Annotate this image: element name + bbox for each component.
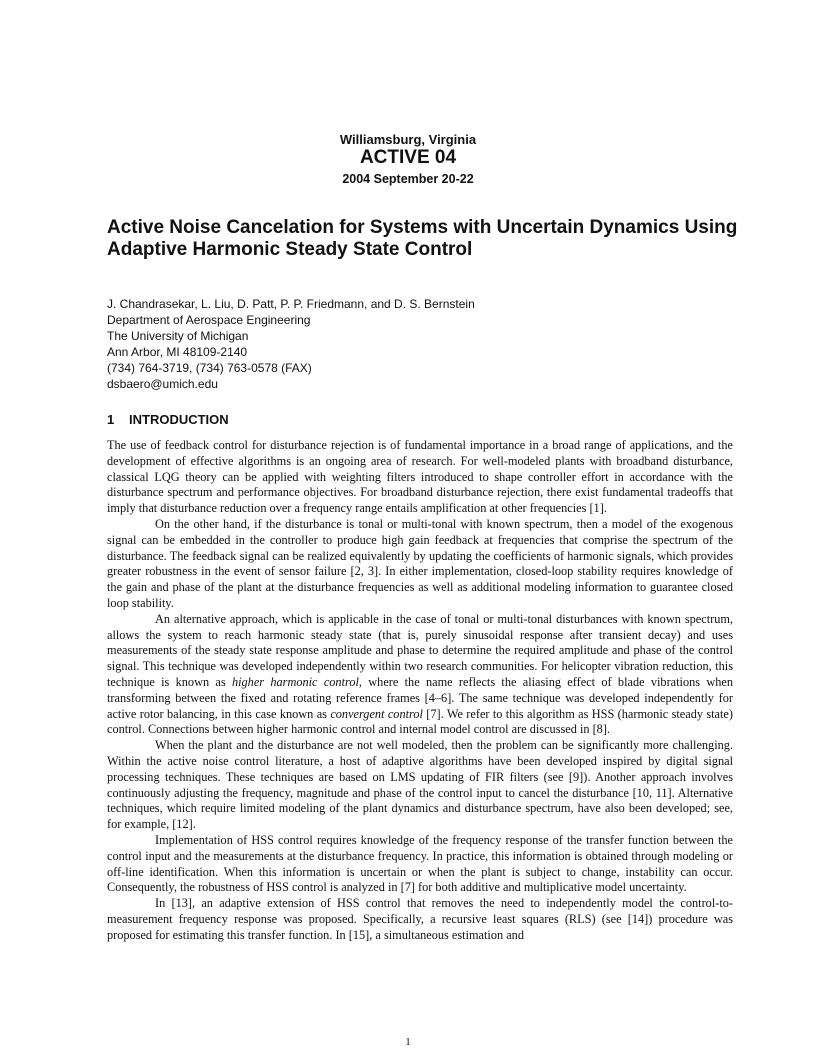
author-department: Department of Aerospace Engineering	[107, 313, 311, 327]
author-names: J. Chandrasekar, L. Liu, D. Patt, P. P. Friedmann, and D. S. Bernstein	[107, 297, 475, 311]
paragraph: Implementation of HSS control requires knowledge of the frequency response of the transfer function between the control input and the measurements at the disturbance frequency. In practice, this information is obtained through modeling or off-line identification. When this information is uncertain or when the plant is subject to change, instability can occur. Consequently, the robustness of HSS control is analyzed in [7] for both additive and multiplicative model uncertainty.	[107, 832, 733, 895]
body-text	[107, 438, 733, 944]
paragraph: When the plant and the disturbance are not well modeled, then the problem can be significantly more challenging. Within the active noise control literature, a host of adaptive algorithms have been developed inspired by digital signal processing techniques. These techniques are based on LMS updating of FIR filters (see [9]). Another approach involves continuously adjusting the frequency, magnitude and phase of the control input to cancel the disturbance [10, 11]. Alternative techniques, which require limited modeling of the plant dynamics and disturbance spectrum, have also been developed; see, for example, [12].	[107, 738, 733, 832]
conference-location: Williamsburg, Virginia	[339, 132, 477, 147]
author-address: Ann Arbor, MI 48109-2140	[107, 345, 248, 359]
paragraph: On the other hand, if the disturbance is tonal or multi-tonal with known spectrum, then a model of the exogenous signal can be embedded in the controller to produce high gain feedback at frequencies that comprise the spectrum of the disturbance. The feedback signal can be realized equivalently by updating the coefficients of harmonic signals, which provides greater robustness in the event of sensor failure [2, 3]. In either implementation, closed-loop stability requires knowledge of the gain and phase of the plant at the disturbance frequencies as well as additional modeling information to guarantee closed loop stability.	[107, 516, 733, 610]
section-number: 1	[107, 412, 115, 427]
section-title: INTRODUCTION	[129, 412, 229, 427]
author-phone: (734) 764-3719, (734) 763-0578 (FAX)	[107, 361, 312, 375]
paragraph-text: [7]. We refer to this algorithm as HSS (harmonic steady state) control. Connections between higher harmonic control and internal model control are discussed in [8].	[107, 706, 733, 737]
page-number: 1	[405, 1036, 411, 1048]
paragraph-text: , where the name reflects the aliasing effect of blade vibrations when transforming between the fixed and rotating reference frames [4–6]. The same technique was developed independently for active rotor balancing, in this case known as	[107, 674, 733, 721]
author-block	[107, 296, 475, 392]
conference-name: ACTIVE 04	[359, 147, 457, 168]
paragraph: The use of feedback control for disturbance rejection is of fundamental importance in a broad range of applications, and the development of effective algorithms is an ongoing area of research. For well-modeled plants with broadband disturbance, classical LQG theory can be applied with weighting filters introduced to shape controller effort in accordance with the disturbance spectrum and performance objectives. For broadband disturbance rejection, there exist fundamental tradeoffs that imply that disturbance reduction over a frequency range entails amplification at other frequencies [1].	[107, 438, 733, 516]
paragraph-text: An alternative approach, which is applicable in the case of tonal or multi-tonal disturbances with known spectrum, allows the system to reach harmonic steady state (that is, purely sinusoidal response after transient decay) and uses measurements of the steady state response amplitude and phase to determine the required amplitude and phase of the control signal. This technique was developed independently within two research communities. For helicopter vibration reduction, this technique is known as	[107, 611, 733, 689]
term-convergent-control: convergent control	[330, 706, 423, 721]
title-line: Adaptive Harmonic Steady State Control	[107, 239, 473, 260]
paragraph: In [13], an adaptive extension of HSS control that removes the need to independently model the control-to-measurement frequency response was proposed. Specifically, a recursive least squares (RLS) (see [14]) procedure was proposed for estimating this transfer function. In [15], a simultaneous estimation and	[107, 896, 733, 942]
author-email: dsbaero@umich.edu	[107, 377, 218, 391]
term-higher-harmonic-control: higher harmonic control	[231, 674, 359, 689]
conference-date: 2004 September 20-22	[342, 172, 474, 186]
section-heading	[107, 412, 229, 427]
title-line: Active Noise Cancelation for Systems with Uncertain Dynamics Using	[107, 217, 738, 238]
paragraph	[107, 612, 733, 738]
paper-title	[107, 217, 747, 261]
author-university: The University of Michigan	[107, 329, 249, 343]
